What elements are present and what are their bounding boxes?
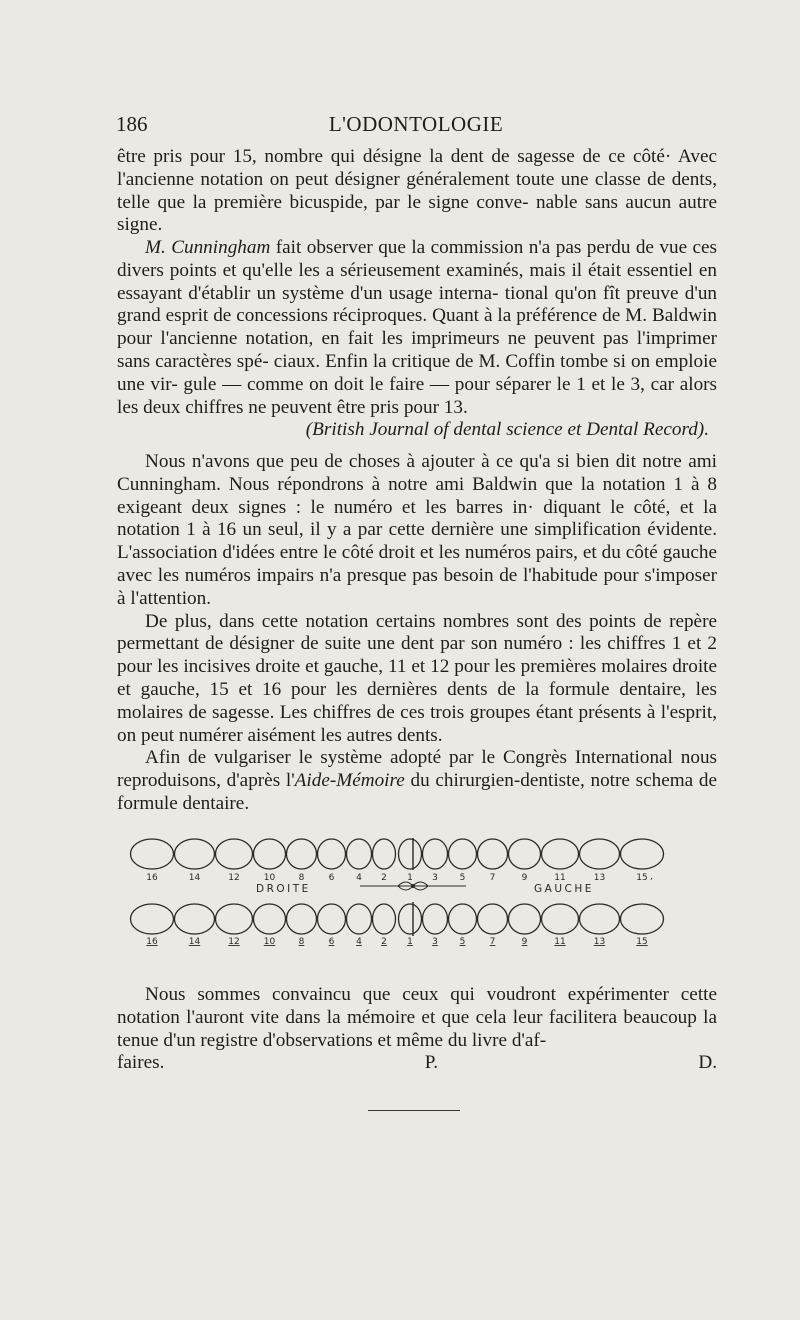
lower-tooth-5 <box>449 904 477 934</box>
lower-number-label: 3 <box>432 937 438 946</box>
commentary-section <box>117 451 717 816</box>
upper-number-label: 8 <box>298 873 305 883</box>
lower-tooth-1 <box>399 904 422 934</box>
lower-number-label: 15 <box>636 937 648 946</box>
stray-comma: , <box>650 872 653 882</box>
lower-number-label: 8 <box>298 937 305 946</box>
source-citation: (British Journal of dental science et Dental Record). <box>305 419 709 441</box>
paragraph-6: Nous sommes convaincu que ceux qui voudront expérimenter cette notation l'auront vite dans la mémoire et que cela leur facilitera beaucoup la tenue d'un registre d'observations et même du livre d'af- <box>117 984 718 1051</box>
lower-tooth-15 <box>621 904 664 934</box>
lower-tooth-13 <box>580 904 620 934</box>
upper-tooth-14 <box>175 839 215 869</box>
upper-number-label: 4 <box>356 873 362 883</box>
speaker-name: M. Cunningham <box>145 237 271 258</box>
upper-tooth-9 <box>509 839 541 869</box>
lower-tooth-9 <box>509 904 541 934</box>
upper-tooth-6 <box>318 839 346 869</box>
lower-tooth-16 <box>131 904 174 934</box>
upper-tooth-16 <box>131 839 174 869</box>
paragraph-5: Afin de vulgariser le système adopté par le Congrès International nous reproduisons, d'après l'Aide-Mémoire du chirurgien-dentiste, notre schema de formule dentaire. <box>117 747 718 814</box>
upper-tooth-3 <box>423 839 448 869</box>
lower-number-label: 6 <box>328 937 335 946</box>
upper-tooth-1 <box>399 839 422 869</box>
lower-tooth-7 <box>478 904 508 934</box>
upper-number-label: 7 <box>489 873 496 883</box>
section-rule <box>368 1110 460 1111</box>
upper-dental-arch <box>131 839 664 869</box>
lower-number-label: 7 <box>489 937 496 946</box>
lower-tooth-12 <box>216 904 253 934</box>
dental-formula-diagram <box>128 826 698 946</box>
paragraph-4: De plus, dans cette notation certains nombres sont des points de repère permettant de désigner de suite une dent par son numéro : les chiffres 1 et 2 pour les incisives droite et gauche, 11 et 12 pour les premières molaires droite et gauche, 15 et 16 pour les dernières dents de la formule dentaire, les molaires de sagesse. Les chiffres de ces trois groupes étant présents à l'esprit, on peut numérer aisément les autres dents. <box>117 610 718 746</box>
lower-number-label: 4 <box>356 937 362 946</box>
closing-paragraph <box>117 984 717 1075</box>
upper-number-label: 5 <box>459 873 466 883</box>
lower-tooth-4 <box>347 904 372 934</box>
upper-number-label: 10 <box>263 873 276 883</box>
upper-number-label: 11 <box>554 873 566 883</box>
lower-number-label: 1 <box>407 937 413 946</box>
lower-number-label: 13 <box>593 937 606 946</box>
upper-tooth-11 <box>542 839 579 869</box>
upper-tooth-2 <box>373 839 396 869</box>
upper-tooth-13 <box>580 839 620 869</box>
upper-tooth-8 <box>287 839 317 869</box>
running-header <box>116 112 716 138</box>
gauche-label: GAUCHE <box>534 883 594 895</box>
lower-tooth-10 <box>254 904 286 934</box>
running-title: L'ODONTOLOGIE <box>328 112 504 136</box>
upper-number-label: 2 <box>381 873 387 883</box>
paragraph-2: M. Cunningham fait observer que la commission n'a pas perdu de vue ces divers points et qu'elle les a sérieusement examinés, mais il était essentiel en essayant d'établir un système d'un usage interna- tional qu'on fît preuve d'un grand esprit de concessions réciproques. Quant à la préférence de M. Baldwin pour l'ancienne notation, en fait les imprimeurs ne peuvent pas l'imprimer sans caractères spé- ciaux. Enfin la critique de M. Coffin tombe si on emploie une vir- gule — comme on doit le faire — pour séparer le 1 et le 3, car alors les deux chiffres ne peuvent être pris pour 13. <box>117 237 718 418</box>
lower-number-label: 16 <box>146 937 158 946</box>
lower-dental-arch <box>131 904 664 934</box>
paragraph-1: être pris pour 15, nombre qui désigne la dent de sagesse de ce côté· Avec l'ancienne notation on peut désigner généralement toute une classe de dents, telle que la première bicuspide, par le signe conve- nable sans aucun autre signe. <box>117 146 718 236</box>
lower-number-label: 12 <box>228 937 240 946</box>
lower-number-label: 11 <box>554 937 566 946</box>
upper-tooth-10 <box>254 839 286 869</box>
lower-tooth-numbers <box>146 937 647 946</box>
upper-number-label: 12 <box>228 873 240 883</box>
lower-tooth-3 <box>423 904 448 934</box>
upper-tooth-12 <box>216 839 253 869</box>
lower-number-label: 2 <box>381 937 387 946</box>
lower-tooth-11 <box>542 904 579 934</box>
paragraph-3: Nous n'avons que peu de choses à ajouter à ce qu'a si bien dit notre ami Cunningham. Nous répondrons à notre ami Baldwin que la notation 1 à 8 exigeant deux signes : le numéro et les barres in· diquant le côté, et la notation 1 à 16 un seul, il y a par cette dernière une simplification évidente. L'association d'idées entre le côté droit et les numéros pairs, et du côté gauche avec les numéros impairs n'a presque pas besoin de l'habitude pour s'imposer à l'attention. <box>117 451 718 609</box>
lower-number-label: 5 <box>459 937 466 946</box>
upper-tooth-15 <box>621 839 664 869</box>
upper-tooth-numbers <box>146 873 647 883</box>
upper-number-label: 13 <box>593 873 606 883</box>
upper-number-label: 1 <box>407 873 413 883</box>
lower-tooth-14 <box>175 904 215 934</box>
lower-number-label: 9 <box>521 937 528 946</box>
page-number: 186 <box>116 112 148 136</box>
upper-number-label: 3 <box>432 873 438 883</box>
upper-number-label: 6 <box>328 873 335 883</box>
signature: P. D. <box>424 1052 718 1074</box>
closing-signature-line: faires. P. D. <box>117 1052 718 1074</box>
cunningham-section <box>117 237 717 442</box>
upper-tooth-5 <box>449 839 477 869</box>
lower-number-label: 14 <box>188 937 201 946</box>
upper-number-label: 9 <box>521 873 528 883</box>
book-title: Aide-Mémoire <box>294 770 405 792</box>
upper-tooth-4 <box>347 839 372 869</box>
upper-number-label: 15 <box>636 873 648 883</box>
lower-number-label: 10 <box>263 937 276 946</box>
lower-tooth-8 <box>287 904 317 934</box>
lower-tooth-6 <box>318 904 346 934</box>
upper-tooth-7 <box>478 839 508 869</box>
lower-tooth-2 <box>373 904 396 934</box>
droite-label: DROITE <box>256 883 311 895</box>
upper-number-label: 14 <box>188 873 201 883</box>
upper-number-label: 16 <box>146 873 158 883</box>
paragraph-continued <box>117 146 717 237</box>
